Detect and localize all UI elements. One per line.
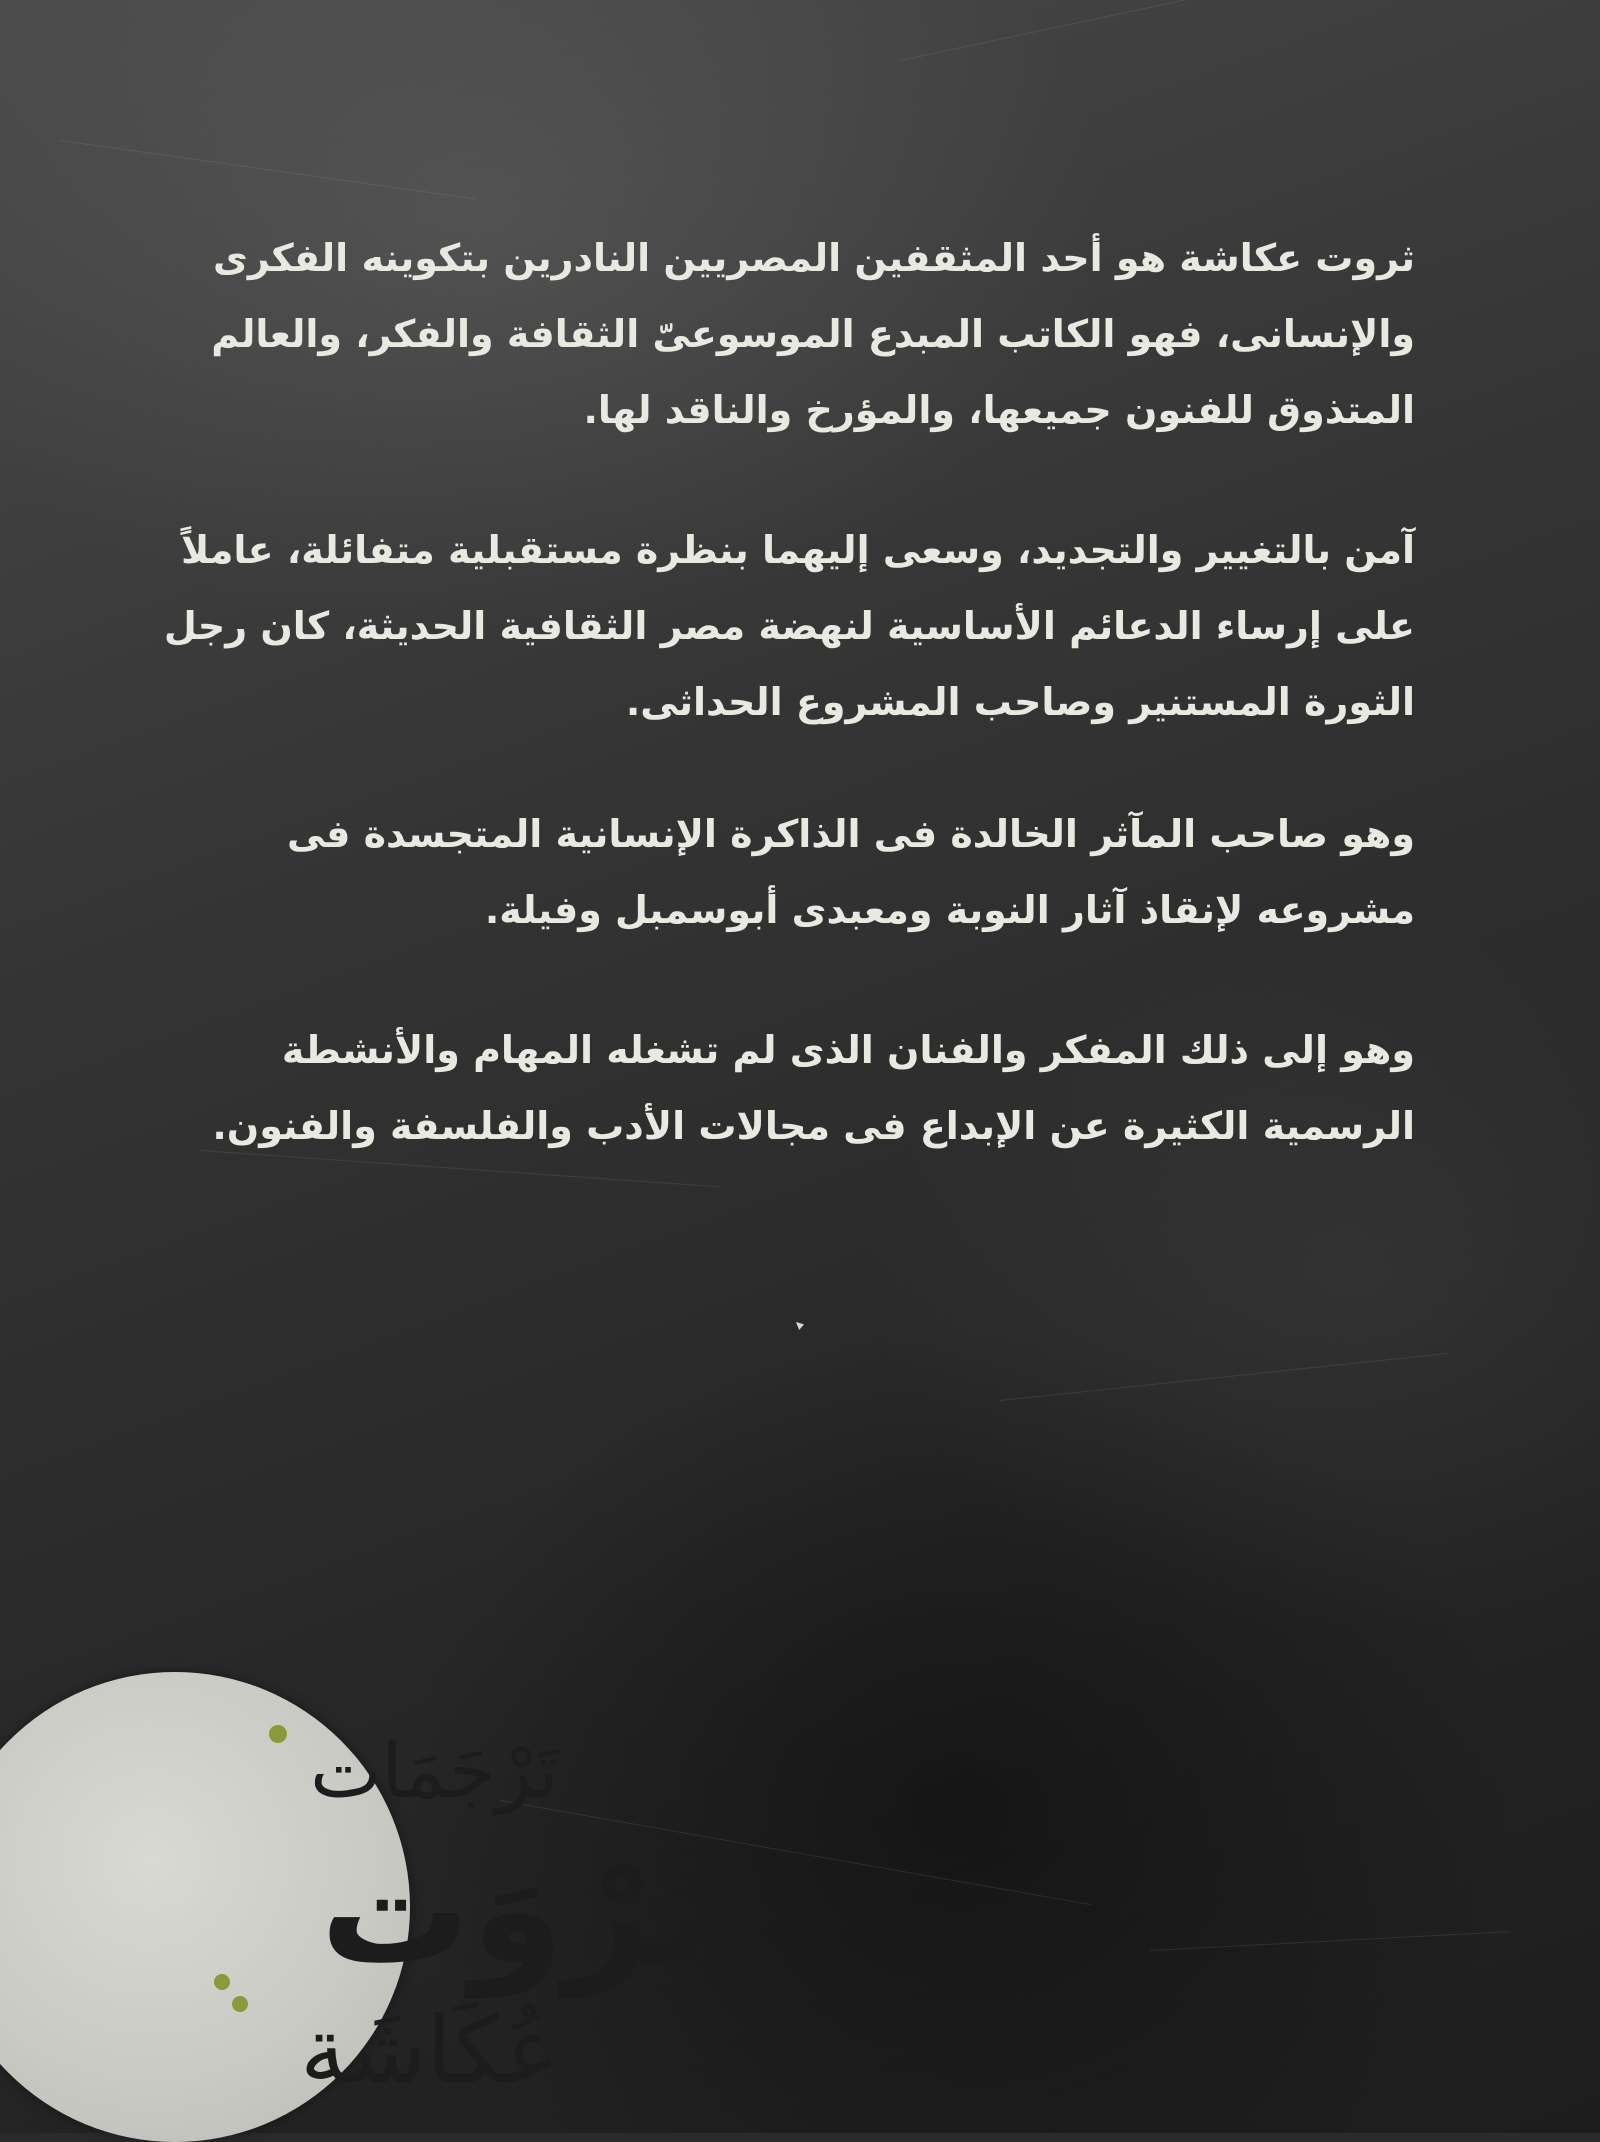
paragraph-creativity-text: وهو إلى ذلك المفكر والفنان الذى لم تشغله المهام والأنشطة الرسمية الكثيرة عن الإبداع فى مجالات الأدب والفلسفة والفنون. <box>212 1028 1415 1148</box>
logo-line-translations: تَرْجَمَات <box>310 1726 559 1815</box>
logo-accent-dot <box>269 1725 287 1743</box>
paragraph-nubia-text: وهو صاحب المآثر الخالدة فى الذاكرة الإنسانية المتجسدة فى مشروعه لإنقاذ آثار النوبة ومعبدى أبوسمبل وفيلة. <box>287 812 1415 932</box>
logo-accent-dot <box>214 1974 230 1990</box>
logo-line-tharwat: ثَرْوَت <box>320 1824 714 1998</box>
surface-speck <box>796 1322 804 1330</box>
series-logo-badge <box>0 1672 714 2142</box>
surface-scratch <box>60 140 476 199</box>
paragraph-intro <box>120 220 1415 448</box>
surface-scratch <box>1000 1353 1448 1401</box>
logo-line-okasha: عُكَاشَة <box>300 1997 561 2104</box>
logo-accent-dot <box>232 1996 248 2012</box>
surface-scratch <box>900 0 1272 61</box>
paragraph-nubia <box>120 796 1415 948</box>
paragraph-vision <box>120 512 1415 740</box>
series-logo <box>0 1672 714 2142</box>
paragraph-vision-text: آمن بالتغيير والتجديد، وسعى إليهما بنظرة مستقبلية متفائلة، عاملاً على إرساء الدعائم الأساسية لنهضة مصر الثقافية الحديثة، كان رجل الثورة المستنير وصاحب المشروع الحداثى. <box>163 528 1415 724</box>
surface-scratch <box>1150 1931 1510 1951</box>
paragraph-creativity <box>120 1012 1415 1164</box>
paragraph-intro-text: ثروت عكاشة هو أحد المثقفين المصريين النادرين بتكوينه الفكرى والإنسانى، فهو الكاتب المبدع الموسوعىّ الثقافة والفكر، والعالم المتذوق للفنون جميعها، والمؤرخ والناقد لها. <box>211 236 1415 432</box>
